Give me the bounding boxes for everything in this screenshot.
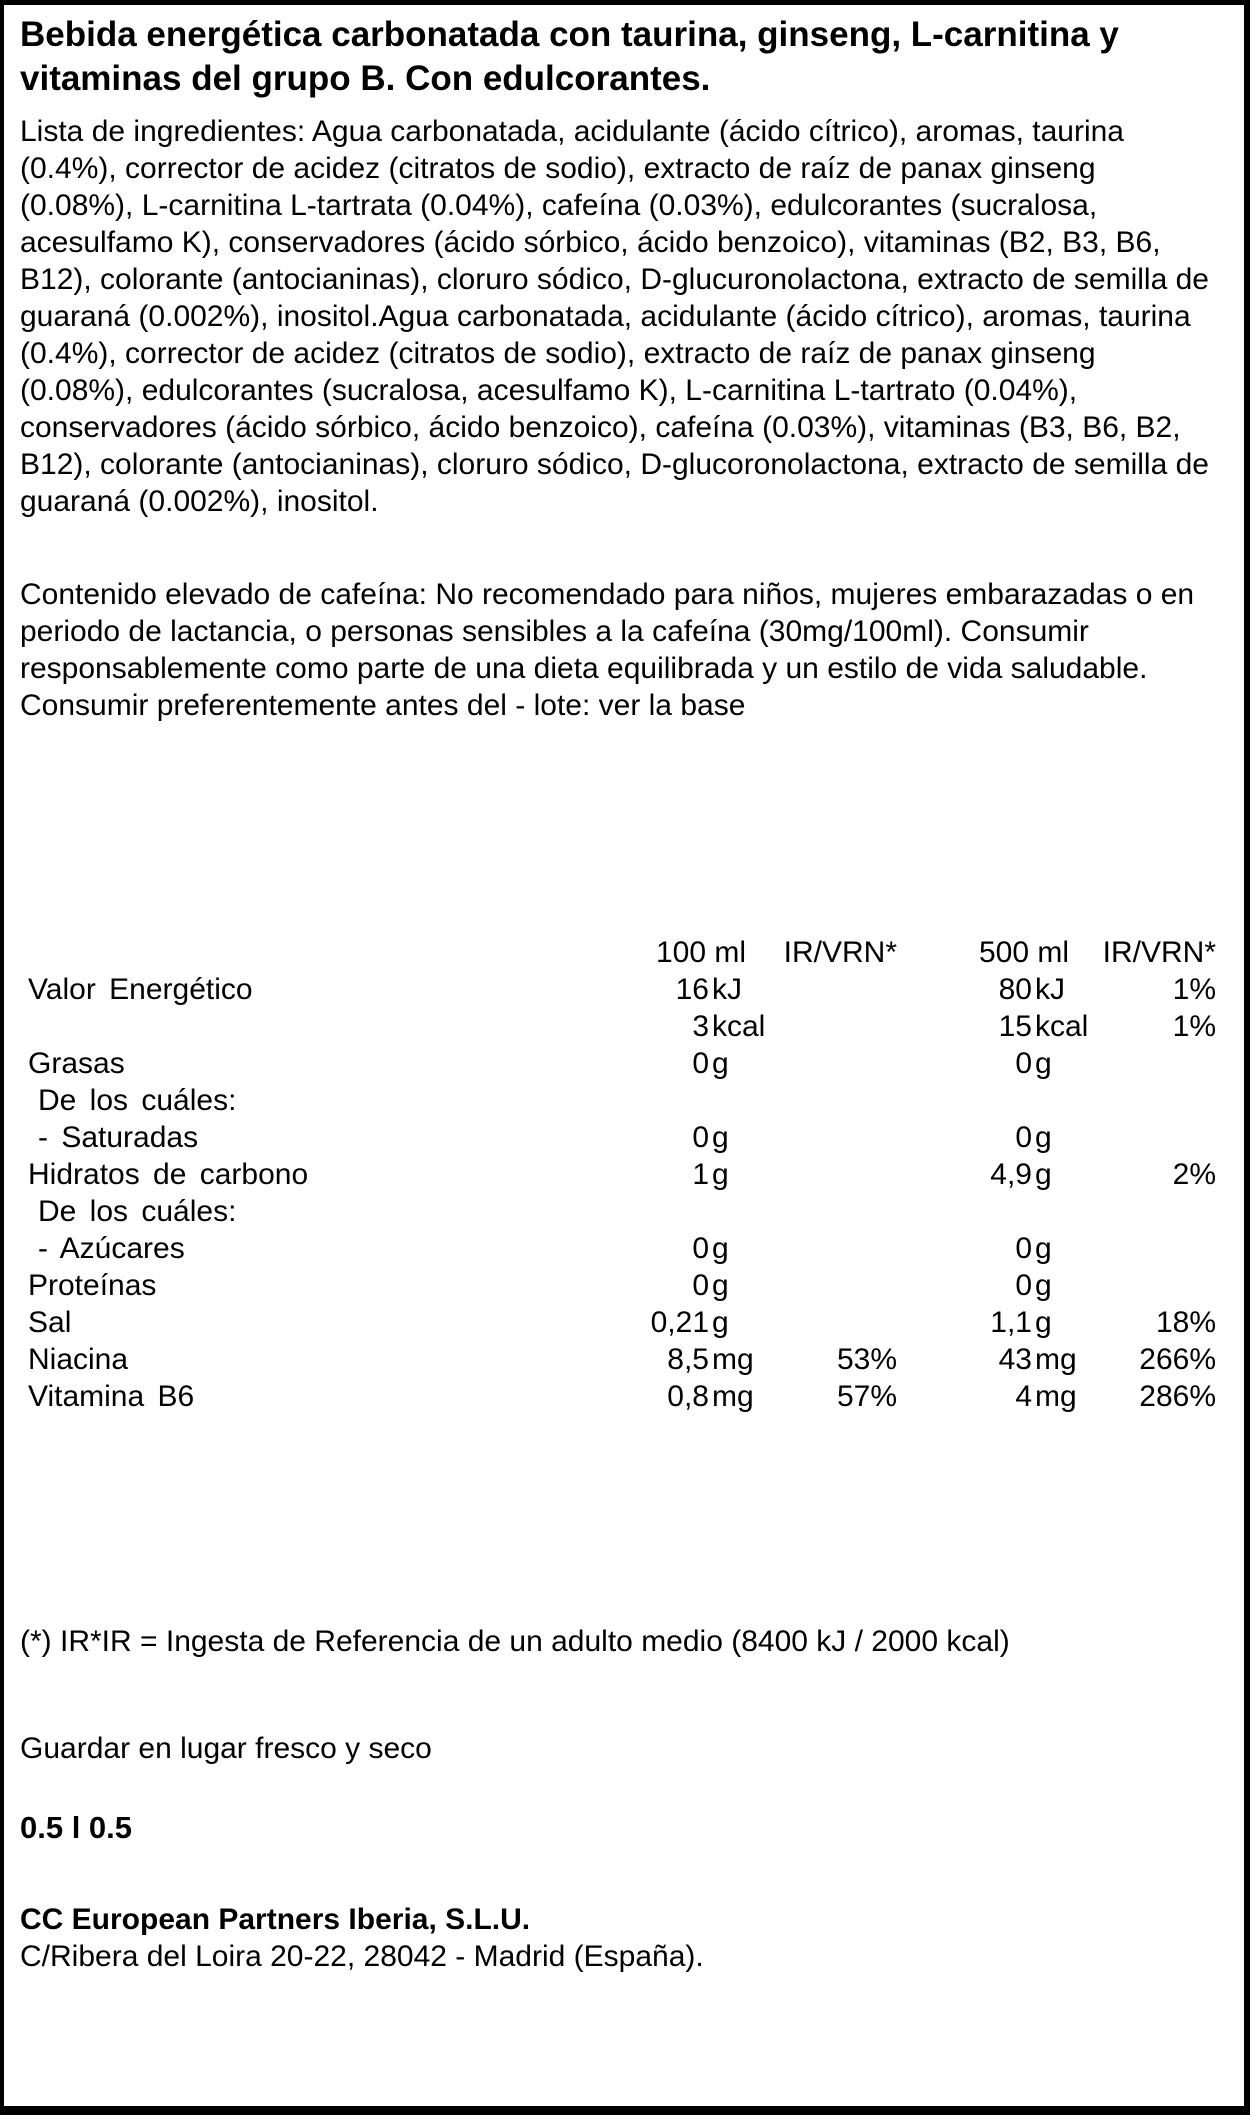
value-per-500ml: 43 (998, 1343, 1032, 1376)
unit-per-500ml: kcal (1035, 1010, 1089, 1043)
amount-per-500ml (897, 1230, 1093, 1267)
amount-per-100ml (498, 1230, 770, 1267)
unit-per-100ml: g (712, 1158, 729, 1191)
irvrn-per-500ml: 286% (1139, 1380, 1216, 1413)
irvrn-per-100ml: 53% (836, 1343, 897, 1376)
unit-per-100ml: mg (712, 1343, 754, 1376)
nutrition-row-fat (20, 1045, 1216, 1082)
amount-per-500ml (897, 1045, 1093, 1082)
best-before-line: Consumir preferentemente antes del - lote: ver la base (20, 689, 746, 722)
amount-cell (498, 1304, 770, 1341)
nutrient-label: Grasas (28, 1047, 125, 1080)
amount-cell (498, 1045, 770, 1082)
value-per-100ml: 0,8 (667, 1380, 709, 1413)
amount-cell (498, 1341, 770, 1378)
irvrn-per-100ml (770, 1156, 897, 1193)
value-per-500ml: 0 (1015, 1232, 1032, 1265)
nutrition-row-saturates (20, 1119, 1216, 1156)
amount-per-500ml (897, 1082, 1093, 1119)
value-per-100ml: 16 (675, 973, 709, 1006)
value-per-100ml: 0,21 (650, 1306, 709, 1339)
unit-per-100ml: g (712, 1121, 729, 1154)
amount-per-500ml (897, 971, 1093, 1008)
amount-per-100ml (498, 971, 770, 1008)
value-per-500ml: 0 (1015, 1047, 1032, 1080)
irvrn-per-500ml: 1% (1172, 1010, 1216, 1043)
nutrition-row-salt (20, 1304, 1216, 1341)
value-per-500ml: 0 (1015, 1121, 1032, 1154)
unit-per-100ml: g (712, 1269, 729, 1302)
nutrition-row-carbohydrate (20, 1156, 1216, 1193)
irvrn-per-100ml: 57% (836, 1380, 897, 1413)
amount-per-100ml (498, 1304, 770, 1341)
amount-per-100ml (498, 1156, 770, 1193)
nutrition-table (20, 934, 1216, 1415)
nutrition-row-sugars (20, 1230, 1216, 1267)
unit-per-500ml: g (1035, 1232, 1052, 1265)
nutrition-table-body (20, 971, 1216, 1415)
irvrn-per-100ml (770, 1267, 897, 1304)
nutrition-row-niacin (20, 1341, 1216, 1378)
value-per-100ml: 1 (692, 1158, 709, 1191)
amount-cell (498, 1008, 770, 1045)
value-per-100ml: 0 (692, 1121, 709, 1154)
irvrn-per-100ml (770, 1082, 897, 1119)
nutrient-label: Vitamina B6 (28, 1380, 195, 1413)
amount-cell (498, 1378, 770, 1415)
nutrient-label (20, 1008, 498, 1045)
irvrn-per-100ml (770, 1304, 897, 1341)
unit-per-500ml: g (1035, 1269, 1052, 1302)
unit-per-500ml: g (1035, 1047, 1052, 1080)
amount-cell (897, 971, 1093, 1008)
amount-cell (498, 1119, 770, 1156)
nutrient-label: - Saturadas (38, 1121, 199, 1154)
unit-per-500ml: mg (1035, 1380, 1077, 1413)
amount-cell (897, 1008, 1093, 1045)
amount-per-500ml (897, 1267, 1093, 1304)
irvrn-per-500ml: 18% (1155, 1306, 1216, 1339)
nutrient-label: Sal (28, 1306, 72, 1339)
manufacturer-address: C/Ribera del Loira 20-22, 28042 - Madrid (España). (20, 1940, 704, 1973)
column-header-irvrn-500: IR/VRN* (1102, 936, 1216, 969)
irvrn-per-100ml (770, 1230, 897, 1267)
irvrn-per-100ml (770, 1045, 897, 1082)
amount-cell (498, 1156, 770, 1193)
amount-cell (897, 1230, 1093, 1267)
irvrn-per-500ml: 266% (1139, 1343, 1216, 1376)
value-per-100ml: 0 (692, 1047, 709, 1080)
value-per-500ml: 4 (1015, 1380, 1032, 1413)
amount-per-100ml (498, 1341, 770, 1378)
amount-per-500ml (897, 1156, 1093, 1193)
irvrn-per-100ml (770, 1193, 897, 1230)
amount-cell (897, 1304, 1093, 1341)
amount-per-500ml (897, 1008, 1093, 1045)
irvrn-per-500ml: 1% (1172, 973, 1216, 1006)
product-title: Bebida energética carbonatada con taurina, ginseng, L-carnitina y vitaminas del grupo B. Con edulcorantes. (20, 15, 1119, 98)
warnings-block (20, 576, 1216, 724)
amount-per-100ml (498, 1008, 770, 1045)
unit-per-100ml: g (712, 1306, 729, 1339)
value-per-100ml: 0 (692, 1269, 709, 1302)
column-header-100ml: 100 ml (655, 936, 746, 969)
amount-per-100ml (498, 1119, 770, 1156)
nutrient-label: Proteínas (28, 1269, 157, 1302)
unit-per-500ml: g (1035, 1121, 1052, 1154)
unit-per-100ml: kcal (712, 1010, 766, 1043)
amount-cell (897, 1119, 1093, 1156)
value-per-500ml: 0 (1015, 1269, 1032, 1302)
amount-per-500ml (897, 1378, 1093, 1415)
unit-per-500ml: g (1035, 1158, 1052, 1191)
irvrn-per-100ml (770, 1008, 897, 1045)
unit-per-500ml: kJ (1035, 973, 1065, 1006)
unit-per-100ml: kJ (712, 973, 742, 1006)
amount-cell (897, 1267, 1093, 1304)
irvrn-per-500ml (1093, 1045, 1216, 1082)
value-per-500ml: 1,1 (990, 1306, 1032, 1339)
amount-cell (498, 1267, 770, 1304)
nutrient-label: - Azúcares (38, 1232, 185, 1265)
amount-cell (498, 971, 770, 1008)
nutrition-header-row (20, 934, 1216, 971)
irvrn-per-100ml (770, 1119, 897, 1156)
amount-cell (897, 1045, 1093, 1082)
amount-cell (897, 1341, 1093, 1378)
nutrition-row-protein (20, 1267, 1216, 1304)
unit-per-100ml: g (712, 1047, 729, 1080)
column-header-500ml: 500 ml (978, 936, 1069, 969)
amount-per-100ml (498, 1193, 770, 1230)
unit-per-100ml: g (712, 1232, 729, 1265)
nutrient-label: Hidratos de carbono (28, 1158, 309, 1191)
nutrient-label: Niacina (28, 1343, 129, 1376)
irvrn-per-500ml (1093, 1193, 1216, 1230)
amount-per-500ml (897, 1119, 1093, 1156)
column-header-blank (20, 934, 498, 971)
nutrient-label: De los cuáles: (38, 1195, 237, 1228)
amount-per-500ml (897, 1193, 1093, 1230)
nutrient-label: Valor Energético (28, 973, 253, 1006)
amount-per-100ml (498, 1082, 770, 1119)
amount-per-500ml (897, 1304, 1093, 1341)
amount-cell (897, 1378, 1093, 1415)
manufacturer-name: CC European Partners Iberia, S.L.U. (20, 1903, 531, 1936)
amount-per-100ml (498, 1378, 770, 1415)
unit-per-500ml: mg (1035, 1343, 1077, 1376)
irvrn-per-500ml (1093, 1082, 1216, 1119)
net-volume: 0.5 l 0.5 (20, 1810, 133, 1845)
value-per-500ml: 4,9 (990, 1158, 1032, 1191)
irvrn-per-100ml (770, 971, 897, 1008)
amount-per-100ml (498, 1267, 770, 1304)
irvrn-per-500ml (1093, 1230, 1216, 1267)
value-per-500ml: 15 (998, 1010, 1032, 1043)
value-per-100ml: 8,5 (667, 1343, 709, 1376)
ingredients-text: Lista de ingredientes: Agua carbonatada, acidulante (ácido cítrico), aromas, taurina (0.4%), corrector de acidez (citratos de sodio), extracto de raíz de panax ginseng (0.08%), L-carnitina L-tartrata (0.04%), cafeína (0.03%), edulcorantes (sucralosa, acesulfamo K), conservadores (ácido sórbico, ácido benzoico), vitaminas (B2, B3, B6, B12), colorante (antocianinas), cloruro sódico, D-glucuronolactona, extracto de semilla de guaraná (0.002%), inositol.Agua carbonatada, acidulante (ácido cítrico), aromas, taurina (0.4%), corrector de acidez (citratos de sodio), extracto de raíz de panax ginseng (0.08%), edulcorantes (sucralosa, acesulfamo K), L-carnitina L-tartrato (0.04%), conservadores (ácido sórbico, ácido benzoico), cafeína (0.03%), vitaminas (B3, B6, B2, B12), colorante (antocianinas), cloruro sódico, D-glucoronolactona, extracto de semilla de guaraná (0.002%), inositol. (20, 115, 1209, 518)
nutrition-row-energy-kcal (20, 1008, 1216, 1045)
value-per-100ml: 3 (692, 1010, 709, 1043)
storage-instructions: Guardar en lugar fresco y seco (20, 1732, 432, 1765)
nutrition-row-of-which-1 (20, 1082, 1216, 1119)
nutrition-row-of-which-2 (20, 1193, 1216, 1230)
unit-per-500ml: g (1035, 1306, 1052, 1339)
amount-cell (897, 1156, 1093, 1193)
nutrition-row-vitamin-b6 (20, 1378, 1216, 1415)
amount-per-100ml (498, 1045, 770, 1082)
value-per-100ml: 0 (692, 1232, 709, 1265)
column-header-irvrn-100: IR/VRN* (783, 936, 897, 969)
irvrn-per-500ml: 2% (1172, 1158, 1216, 1191)
nutrition-table-header (20, 934, 1216, 971)
caffeine-warning: Contenido elevado de cafeína: No recomendado para niños, mujeres embarazadas o en periodo de lactancia, o personas sensibles a la cafeína (30mg/100ml). Consumir responsablemente como parte de una dieta equilibrada y un estilo de vida saludable. (20, 578, 1195, 685)
irvrn-per-500ml (1093, 1119, 1216, 1156)
irvrn-per-500ml (1093, 1267, 1216, 1304)
unit-per-100ml: mg (712, 1380, 754, 1413)
reference-intake-note: (*) IR*IR = Ingesta de Referencia de un adulto medio (8400 kJ / 2000 kcal) (20, 1625, 1010, 1658)
amount-cell (498, 1230, 770, 1267)
value-per-500ml: 80 (998, 973, 1032, 1006)
nutrient-label: De los cuáles: (38, 1084, 237, 1117)
nutrition-row-energy-kj (20, 971, 1216, 1008)
amount-per-500ml (897, 1341, 1093, 1378)
